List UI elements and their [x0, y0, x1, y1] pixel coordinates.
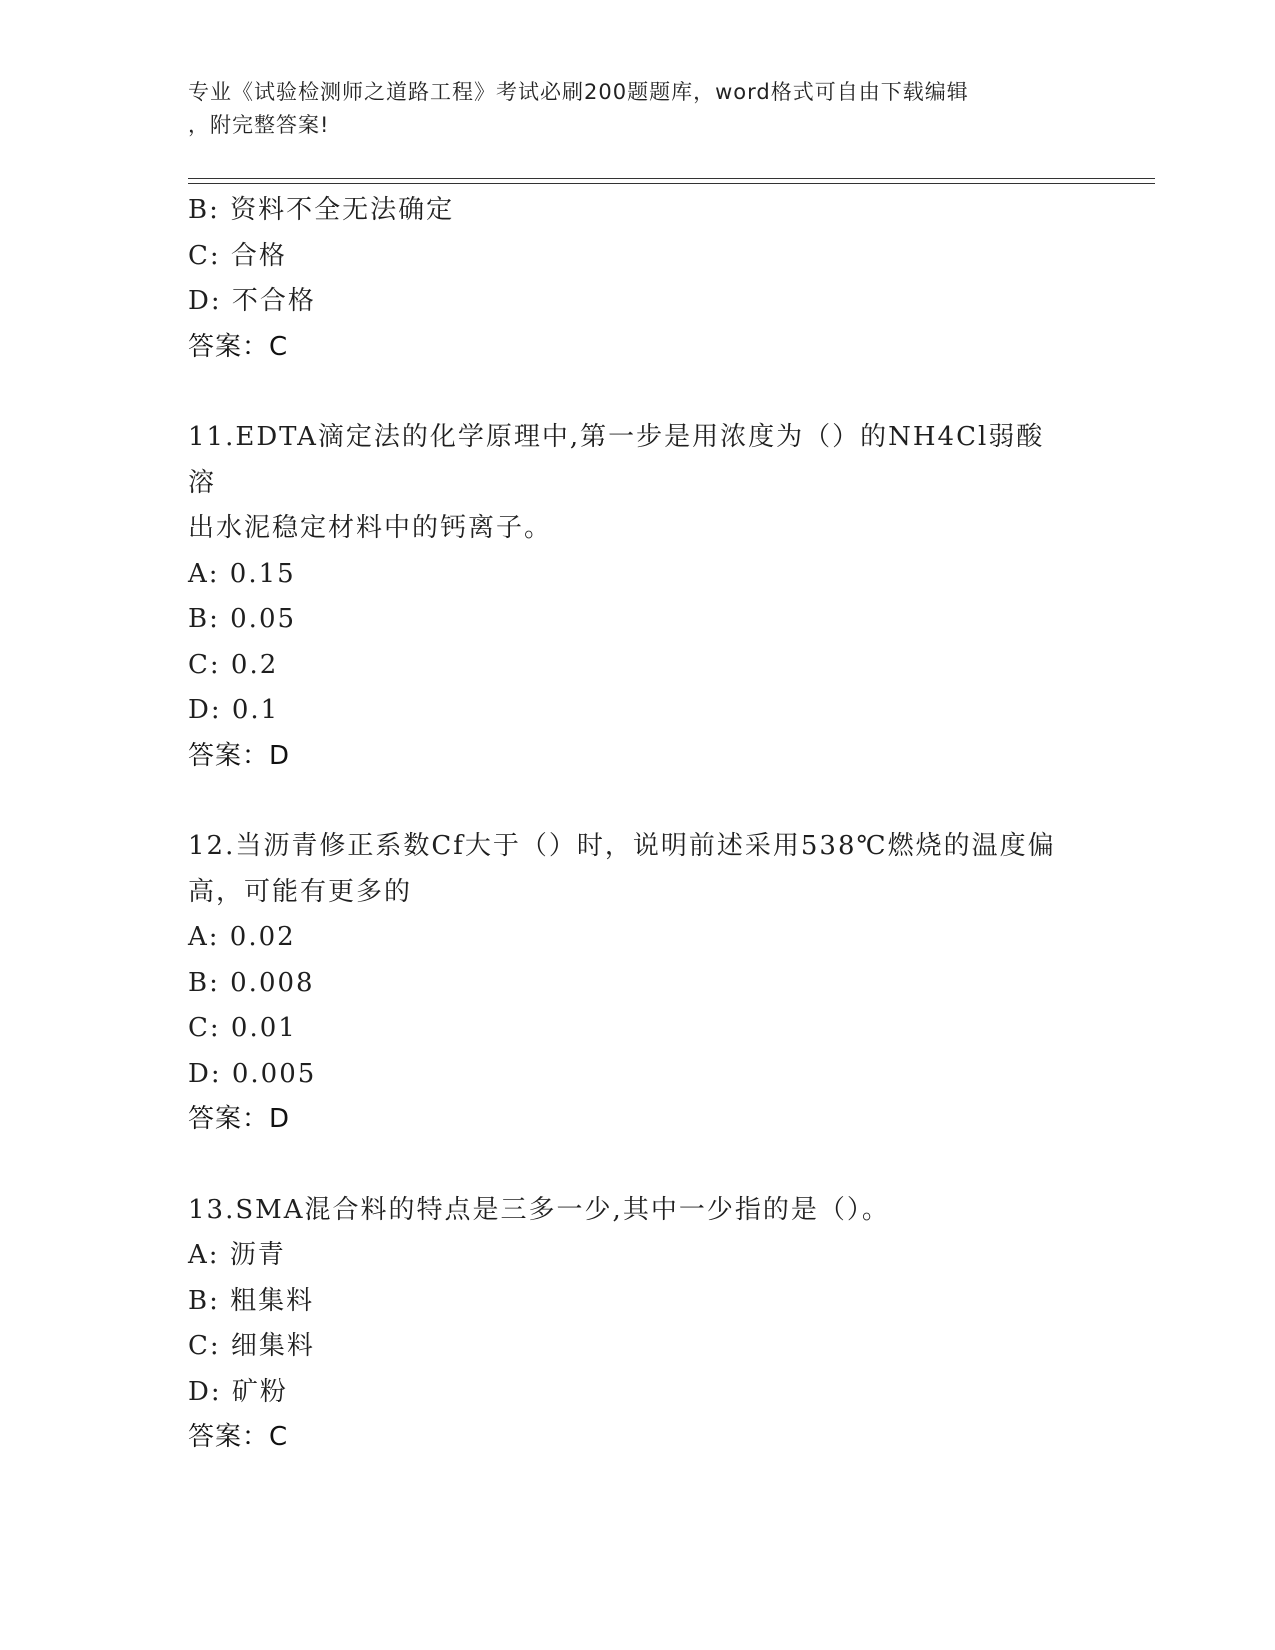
- answer-line: 答案：C: [188, 331, 289, 362]
- question-text-line-1: 11.EDTA滴定法的化学原理中,第一步是用浓度为（）的NH4Cl弱酸溶: [188, 422, 1045, 498]
- question-text-line-1: 12.当沥青修正系数Cf大于（）时，说明前述采用538℃燃烧的温度偏: [188, 831, 1056, 861]
- option-c: C: 合格: [188, 240, 287, 271]
- option-c: C: 0.01: [188, 1013, 297, 1043]
- question-block-11: [188, 415, 1088, 779]
- question-block-prev: [188, 188, 1088, 370]
- document-header: [188, 76, 1068, 142]
- header-line-1: 专业《试验检测师之道路工程》考试必刷200题题库，word格式可自由下载编辑: [188, 80, 969, 104]
- option-d: D: 不合格: [188, 286, 316, 316]
- option-c: C: 细集料: [188, 1331, 315, 1361]
- header-divider-bottom: [188, 183, 1155, 184]
- option-b: B: 0.008: [188, 967, 315, 998]
- question-text-line-1: 13.SMA混合料的特点是三多一少,其中一少指的是（）。: [188, 1194, 890, 1225]
- question-text: [188, 415, 1068, 552]
- option-d: D: 0.005: [188, 1058, 317, 1089]
- option-d: D: 0.1: [188, 695, 280, 725]
- question-text-line-2: 高，可能有更多的: [188, 876, 413, 907]
- option-c: C: 0.2: [188, 649, 279, 680]
- question-content: [188, 188, 1088, 1506]
- question-block-13: [188, 1188, 1088, 1461]
- option-b: B: 粗集料: [188, 1285, 315, 1316]
- option-a: A: 0.02: [188, 922, 296, 952]
- option-b: B: 0.05: [188, 604, 297, 634]
- question-text: [188, 824, 1068, 915]
- question-block-12: [188, 824, 1088, 1143]
- option-b: B: 资料不全无法确定: [188, 195, 455, 225]
- option-a: A: 沥青: [188, 1240, 286, 1270]
- header-divider-top: [188, 178, 1155, 179]
- header-line-2: ，附完整答案!: [188, 113, 330, 137]
- question-text: [188, 1188, 1068, 1234]
- option-a: A: 0.15: [188, 558, 296, 589]
- option-d: D: 矿粉: [188, 1376, 288, 1407]
- answer-line: 答案：D: [188, 1104, 291, 1134]
- answer-line: 答案：D: [188, 740, 291, 771]
- question-text-line-2: 出水泥稳定材料中的钙离子。: [188, 513, 553, 543]
- answer-line: 答案：C: [188, 1422, 289, 1452]
